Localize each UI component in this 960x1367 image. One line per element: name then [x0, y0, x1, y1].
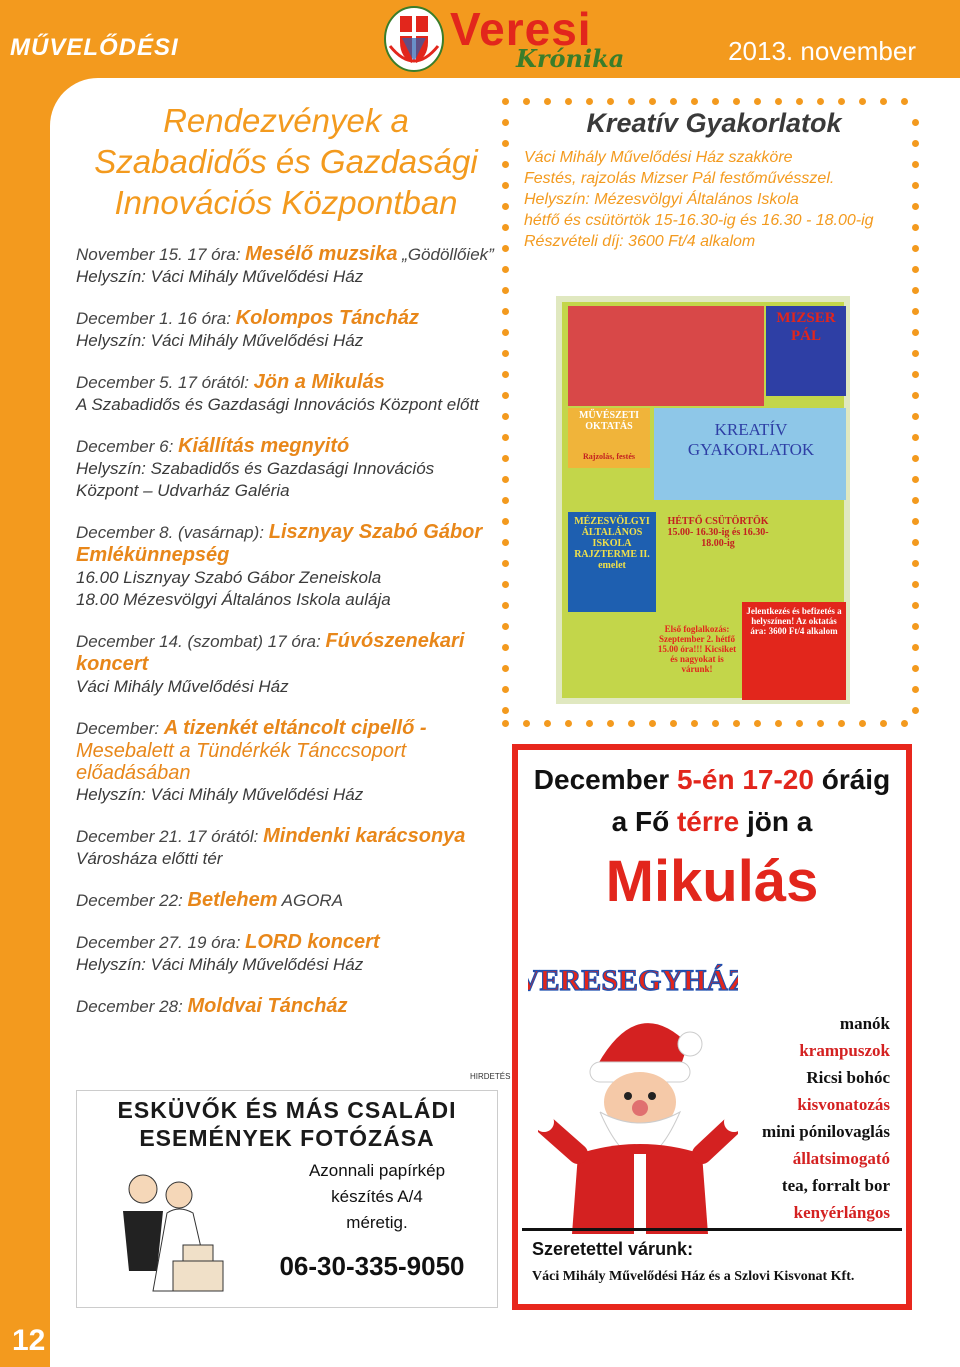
poster-rajz: Rajzolás, festés — [583, 452, 635, 461]
program-item: kisvonatozás — [797, 1095, 890, 1114]
frame-dot — [502, 98, 509, 105]
frame-dot — [912, 245, 919, 252]
page-number: 12 — [12, 1324, 46, 1357]
frame-dot — [733, 98, 740, 105]
frame-dot — [502, 119, 509, 126]
event-date: December 28: — [76, 997, 183, 1016]
mikulas-line2: a Fő térre jön a — [611, 806, 813, 837]
frame-dot — [912, 266, 919, 273]
frame-dot — [502, 308, 509, 315]
frame-dot — [838, 720, 845, 727]
event-detail: Helyszín: Váci Mihály Művelődési Ház — [76, 267, 364, 286]
event-title-rest: AGORA — [277, 891, 344, 910]
frame-dot — [912, 623, 919, 630]
event-detail: Helyszín: Váci Mihály Művelődési Ház — [76, 955, 364, 974]
poster-name1: MIZSER — [776, 310, 836, 326]
frame-dot — [912, 707, 919, 714]
frame-dot — [859, 98, 866, 105]
event-title: Fúvószenekari koncert — [76, 630, 465, 675]
event-item — [76, 371, 496, 416]
frame-dot — [502, 581, 509, 588]
ad-phone: 06-30-335-9050 — [279, 1251, 465, 1281]
frame-dot — [502, 686, 509, 693]
event-date: December 1. 16 óra: — [76, 309, 231, 328]
logo-title: Veresi — [450, 3, 592, 55]
kreativ-line: Váci Mihály Művelődési Ház szakköre — [524, 149, 793, 166]
frame-dot — [586, 98, 593, 105]
frame-dot — [912, 581, 919, 588]
frame-dot — [502, 476, 509, 483]
event-title: Mesélő muzsika — [245, 243, 398, 265]
event-date: November 15. 17 óra: — [76, 245, 241, 264]
poster-iskola: MÉZESVÖLGYI ÁLTALÁNOS ISKOLA RAJZTERME II. emelet — [574, 516, 650, 571]
event-title: Betlehem — [187, 889, 278, 911]
frame-dot — [901, 720, 908, 727]
ad-title1: ESKÜVŐK ÉS MÁS CSALÁDI — [117, 1097, 457, 1123]
frame-dot — [502, 602, 509, 609]
event-title: LORD koncert — [245, 931, 380, 953]
mikulas-program-list — [762, 1010, 890, 1226]
frame-dot — [775, 720, 782, 727]
frame-dot — [670, 720, 677, 727]
frame-dot — [502, 455, 509, 462]
frame-dot — [912, 518, 919, 525]
event-title: Jön a Mikulás — [253, 371, 385, 393]
mikulas-big: Mikulás — [605, 849, 819, 914]
frame-dot — [649, 98, 656, 105]
frame-dot — [912, 665, 919, 672]
frame-dot — [912, 224, 919, 231]
frame-dot — [502, 350, 509, 357]
frame-dot — [712, 720, 719, 727]
kreativ-title: Kreatív Gyakorlatok — [586, 108, 842, 138]
program-item: Ricsi bohóc — [806, 1068, 890, 1087]
frame-dot — [912, 287, 919, 294]
event-detail: 16.00 Lisznyay Szabó Gábor Zeneiskola — [76, 568, 382, 587]
frame-dot — [502, 665, 509, 672]
frame-dot — [912, 644, 919, 651]
ad-line1: Azonnali papírkép — [308, 1161, 446, 1180]
frame-dot — [912, 350, 919, 357]
event-title: Moldvai Táncház — [187, 995, 348, 1017]
frame-dot — [912, 182, 919, 189]
frame-dot — [502, 497, 509, 504]
photo-ad — [76, 1090, 498, 1308]
mikulas-line1: December 5-én 17-20 óráig — [533, 764, 891, 795]
wedding-couple-illustration — [83, 1161, 243, 1301]
program-item: mini pónilovaglás — [761, 1122, 890, 1141]
event-title: Lisznyay Szabó Gábor Emlékünnepség — [76, 521, 483, 566]
frame-dot — [691, 98, 698, 105]
frame-dot — [502, 623, 509, 630]
frame-dot — [502, 434, 509, 441]
event-item — [76, 243, 496, 288]
page-title: Rendezvények a Szabadidős és Gazdasági Innovációs Központban — [94, 102, 478, 221]
event-title: Kolompos Táncház — [235, 307, 420, 329]
frame-dot — [502, 539, 509, 546]
ad-line3: méretig. — [346, 1213, 408, 1232]
frame-dot — [565, 98, 572, 105]
program-item: állatsimogató — [792, 1149, 890, 1168]
kreativ-line: Helyszín: Mézesvölgyi Általános Iskola — [524, 191, 799, 208]
frame-dot — [502, 287, 509, 294]
frame-dot — [502, 182, 509, 189]
frame-dot — [502, 329, 509, 336]
frame-dot — [912, 392, 919, 399]
ad-title2: ESEMÉNYEK FOTÓZÁSA — [139, 1125, 435, 1151]
frame-dot — [912, 455, 919, 462]
event-item — [76, 630, 496, 698]
event-date: December 21. 17 órától: — [76, 827, 259, 846]
event-list — [76, 243, 496, 1018]
frame-dot — [733, 720, 740, 727]
poster-painting — [568, 306, 764, 406]
frame-dot — [544, 98, 551, 105]
frame-dot — [912, 161, 919, 168]
event-title: Kiállítás megnyitó — [178, 435, 350, 457]
santa-illustration — [538, 1004, 738, 1234]
frame-dot — [502, 161, 509, 168]
frame-dot — [502, 413, 509, 420]
event-date: December: — [76, 719, 160, 738]
frame-dot — [912, 413, 919, 420]
program-item: krampuszok — [799, 1041, 890, 1060]
event-title-rest: „Gödöllőiek” — [397, 245, 494, 264]
event-detail: 18.00 Mézesvölgyi Általános Iskola aulája — [76, 590, 391, 609]
frame-dot — [912, 434, 919, 441]
kreativ-box — [524, 108, 904, 252]
event-date: December 27. 19 óra: — [76, 933, 241, 952]
frame-dot — [502, 707, 509, 714]
event-item — [76, 717, 496, 806]
event-date: December 8. (vasárnap): — [76, 523, 265, 542]
header-date: 2013. november — [728, 36, 916, 66]
poster-napok: HÉTFŐ CSÜTÖRTÖK 15.00- 16.30-ig és 16.30- 18.00-ig — [667, 516, 769, 549]
frame-dot — [912, 329, 919, 336]
poster-muveszeti: MŰVÉSZETI OKTATÁS — [578, 410, 639, 432]
kreativ-line: hétfő és csütörtök 15-16.30-ig és 16.30 - 18.00-ig — [524, 212, 874, 229]
frame-dot — [502, 245, 509, 252]
frame-dot — [912, 140, 919, 147]
ad-line2: készítés A/4 — [331, 1187, 423, 1206]
frame-dot — [817, 720, 824, 727]
frame-dot — [502, 371, 509, 378]
frame-dot — [880, 98, 887, 105]
event-item — [76, 931, 496, 976]
event-item — [76, 521, 496, 611]
frame-dot — [607, 720, 614, 727]
frame-dot — [502, 203, 509, 210]
mikulas-footer-title: Szeretettel várunk: — [532, 1239, 694, 1259]
frame-dot — [607, 98, 614, 105]
event-item — [76, 435, 496, 502]
frame-dot — [502, 392, 509, 399]
kreativ-line: Festés, rajzolás Mizser Pál festőművésszel. — [524, 170, 835, 187]
logo — [384, 3, 625, 78]
frame-dot — [502, 720, 509, 727]
frame-dot — [912, 686, 919, 693]
event-item — [76, 995, 496, 1018]
frame-dot — [544, 720, 551, 727]
frame-dot — [912, 308, 919, 315]
frame-dot — [628, 720, 635, 727]
event-detail: Váci Mihály Művelődési Ház — [76, 677, 289, 696]
frame-dot — [754, 98, 761, 105]
frame-dot — [523, 98, 530, 105]
frame-dot — [796, 98, 803, 105]
event-detail: Mesebalett a Tündérkék Tánccsoport előadásában — [76, 740, 407, 784]
poster-elso: Első foglalkozás: Szeptember 2. hétfő 15.00 óra!!! Kicsiket és nagyokat is várunk! — [657, 624, 737, 674]
frame-dot — [912, 560, 919, 567]
event-detail: Helyszín: Váci Mihály Művelődési Ház — [76, 331, 364, 350]
poster-kreativ: KREATÍV GYAKORLATOK — [687, 420, 815, 459]
event-date: December 22: — [76, 891, 183, 910]
frame-dot — [912, 497, 919, 504]
footer-issue: 2013. 11. szám • november — [646, 1338, 916, 1363]
event-title: Mindenki karácsonya — [263, 825, 466, 847]
frame-dot — [691, 720, 698, 727]
frame-dot — [502, 518, 509, 525]
frame-dot — [502, 266, 509, 273]
program-item: manók — [839, 1014, 890, 1033]
frame-dot — [912, 539, 919, 546]
frame-dot — [586, 720, 593, 727]
kreativ-line: Részvételi díj: 3600 Ft/4 alkalom — [524, 233, 756, 250]
poster-jelentkezes: Jelentkezés és befizetés a helyszínen! Az oktatás ára: 3600 Ft/4 alkalom — [746, 606, 842, 636]
frame-dot — [880, 720, 887, 727]
frame-dot — [775, 98, 782, 105]
frame-dot — [628, 98, 635, 105]
frame-dot — [712, 98, 719, 105]
section-label: MŰVELŐDÉSI — [10, 34, 179, 61]
event-detail: Helyszín: Szabadidős és Gazdasági Innovációs Központ – Udvarház Galéria — [76, 459, 435, 500]
town-arc — [528, 946, 738, 1006]
frame-dot — [838, 98, 845, 105]
event-detail: Városháza előtti tér — [76, 849, 223, 868]
frame-dot — [912, 476, 919, 483]
ad-label: HIRDETÉS — [470, 1072, 511, 1081]
frame-dot — [502, 560, 509, 567]
frame-dot — [502, 140, 509, 147]
frame-dot — [912, 203, 919, 210]
program-item: kenyérlángos — [793, 1203, 890, 1222]
frame-dot — [565, 720, 572, 727]
event-detail: Helyszín: Váci Mihály Művelődési Ház — [76, 785, 364, 804]
mikulas-poster — [512, 744, 912, 1310]
mikulas-footer — [522, 1228, 902, 1300]
event-item — [76, 825, 496, 870]
frame-dot — [502, 224, 509, 231]
mikulas-footer-org: Váci Mihály Művelődési Ház és a Szlovi Kisvonat Kft. — [532, 1269, 855, 1284]
event-date: December 14. (szombat) 17 óra: — [76, 632, 321, 651]
frame-dot — [912, 119, 919, 126]
frame-dot — [796, 720, 803, 727]
event-date: December 6: — [76, 437, 174, 456]
event-detail: A Szabadidős és Gazdasági Innovációs Központ előtt — [76, 395, 479, 414]
event-date: December 5. 17 órától: — [76, 373, 249, 392]
event-title: A tizenkét eltáncolt cipellő - — [163, 717, 427, 739]
logo-subtitle: Krónika — [516, 44, 625, 73]
frame-dot — [817, 98, 824, 105]
frame-dot — [670, 98, 677, 105]
frame-dot — [523, 720, 530, 727]
crest-icon — [384, 6, 444, 72]
frame-dot — [754, 720, 761, 727]
event-item — [76, 889, 496, 912]
frame-dot — [859, 720, 866, 727]
poster-name2: PÁL — [791, 328, 821, 344]
frame-dot — [502, 644, 509, 651]
program-item: tea, forralt bor — [781, 1176, 890, 1195]
town-label: VERESEGYHÁZ — [528, 964, 738, 997]
kreativ-poster — [556, 296, 850, 704]
frame-dot — [649, 720, 656, 727]
frame-dot — [901, 98, 908, 105]
frame-dot — [912, 371, 919, 378]
event-item — [76, 307, 496, 352]
frame-dot — [912, 602, 919, 609]
events-column — [76, 100, 496, 1037]
